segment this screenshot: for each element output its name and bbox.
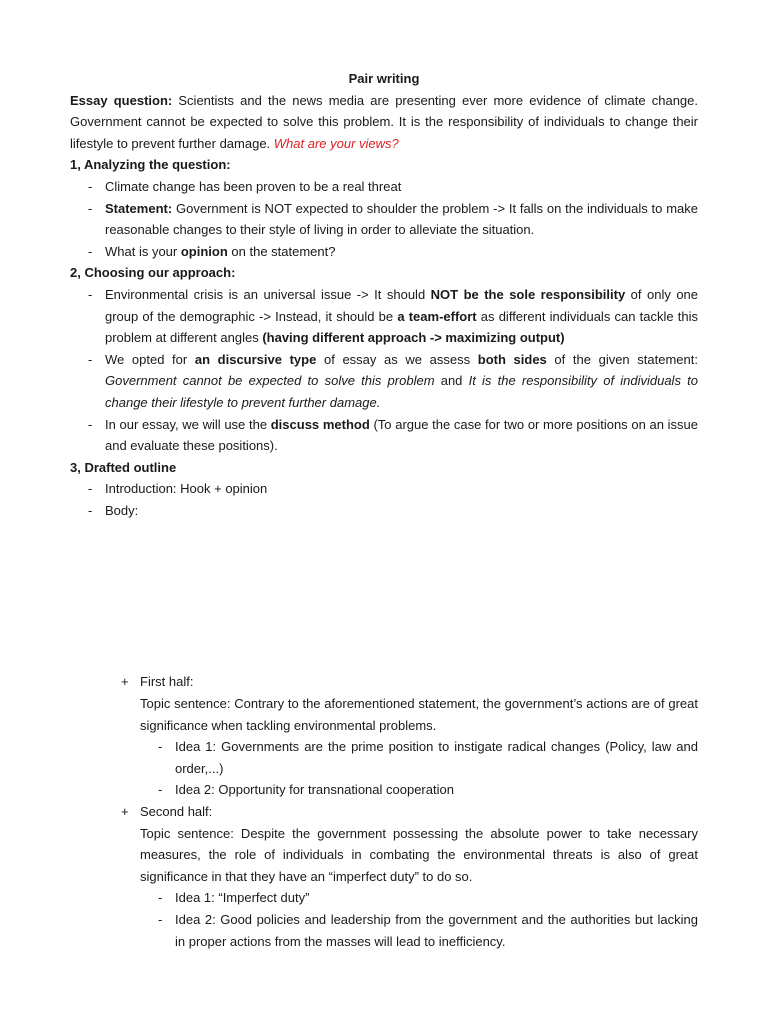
bold-text: both sides [477, 351, 547, 367]
document-body [70, 68, 698, 952]
bold-text: an discursive type [194, 351, 317, 367]
list-item [70, 198, 698, 241]
list-item [70, 176, 698, 198]
essay-question-text: Scientists and the news media are presenting ever more evidence of climate change. Government cannot be expected to solve this problem. It is the responsibility of individuals to change their lifestyle to prevent further damage. [70, 92, 698, 151]
list-item [70, 241, 698, 263]
italic-text: It is the responsibility of individuals to change their lifestyle to prevent further damage. [105, 373, 698, 410]
list-item [70, 349, 698, 414]
bold-text: NOT be the sole responsibility [430, 286, 626, 302]
bold-text: a team-effort [397, 308, 477, 324]
list-item-text: We opted for [105, 351, 195, 367]
outline-second-half-idea-1: - Idea 1: “Imperfect duty” [70, 887, 698, 909]
list-item-text: Body: [105, 502, 139, 518]
list-item-text: What is your [105, 243, 181, 259]
list-item-text: Climate change has been proven to be a real threat [105, 178, 402, 194]
list-item-text: Environmental crisis is an universal issue -> It should [105, 286, 431, 302]
outline-second-half-idea-2: - Idea 2: Good policies and leadership from the government and the authorities but lacking in proper actions from the masses will lead to inefficiency. [70, 909, 698, 952]
outline-first-half-idea-1: - Idea 1: Governments are the prime position to instigate radical changes (Policy, law and order,...) [70, 736, 698, 779]
list-item [70, 478, 698, 500]
bold-text: opinion [180, 243, 228, 259]
list-item-text: of only one group of the demographic -> Instead, it should be [105, 286, 699, 324]
list-item-text: Introduction: Hook + opinion [105, 481, 268, 497]
bold-text: discuss method [270, 416, 370, 432]
statement-label: Statement: [105, 200, 173, 216]
outline-second-half-topic: Topic sentence: Despite the government possessing the absolute power to take necessary measures, the role of individuals in combating the environmental threats is also of great significance in that they have an “imperfect duty” to do so. [140, 825, 698, 884]
list-item-text: (To argue the case for two or more positions on an issue and evaluate these positions). [105, 416, 698, 454]
italic-text: Government cannot be expected to solve this problem [105, 373, 435, 389]
list-item-text: and [434, 373, 469, 389]
essay-question [70, 90, 698, 155]
list-item-text: of the given statement: [546, 351, 698, 367]
blank-space [70, 521, 698, 671]
list-item [70, 284, 698, 349]
document-title: Pair writing [348, 71, 420, 86]
section-heading-analyzing: 1, Analyzing the question: [70, 157, 231, 173]
outline-first-half-topic: Topic sentence: Contrary to the aforementioned statement, the government’s actions are of great significance when tackling environmental problems. [140, 696, 698, 733]
section-heading-approach: 2, Choosing our approach: [70, 265, 236, 281]
list-item [70, 500, 698, 522]
essay-question-label: Essay question: [70, 92, 173, 108]
outline-first-half-label: + First half: [70, 671, 698, 693]
essay-question-prompt: What are your views? [273, 135, 399, 151]
list-item-text: of essay as we assess [316, 351, 478, 367]
section-heading-outline: 3, Drafted outline [70, 459, 177, 475]
bold-text: (having different approach -> maximizing output) [262, 330, 565, 346]
list-item [70, 414, 698, 457]
list-item-text: as different individuals can tackle this problem at different angles [105, 308, 698, 346]
list-item-text: on the statement? [227, 243, 336, 259]
outline-first-half-idea-2: - Idea 2: Opportunity for transnational cooperation [70, 779, 698, 801]
list-item-text: Government is NOT expected to shoulder the problem -> It falls on the individuals to make reasonable changes to their style of living in order to alleviate the situation. [105, 200, 698, 238]
list-item-text: In our essay, we will use the [105, 416, 271, 432]
outline-second-half-label: + Second half: [70, 801, 698, 823]
